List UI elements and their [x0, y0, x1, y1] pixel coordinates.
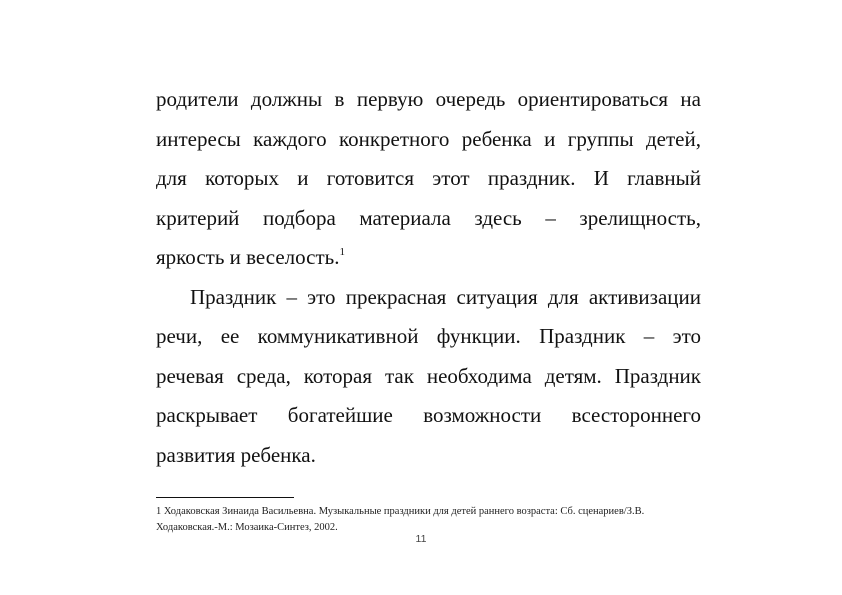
footnote-separator — [156, 497, 294, 498]
paragraph-1-line-5-text: яркость и веселость. — [156, 245, 340, 269]
paragraph-1-line-1: родители должны в первую очередь ориентироваться на — [156, 87, 701, 111]
footnote-line-1: 1 Ходаковская Зинаида Васильевна. Музыкальные праздники для детей раннего возраста: Сб. сценариев/З.В. — [156, 506, 645, 517]
paragraph-2-line-2: речи, ее коммуникативной функции. Праздник – это — [156, 324, 701, 348]
paragraph-2-line-1: Праздник – это прекрасная ситуация для активизации — [190, 284, 701, 309]
footnote-line-2: Ходаковская.-М.: Мозаика-Синтез, 2002. — [156, 522, 338, 533]
body-text — [156, 80, 701, 475]
page-number: 11 — [415, 533, 427, 545]
paragraph-1-line-4: критерий подбора материала здесь – зрелищность, — [156, 205, 701, 230]
footnote — [156, 504, 701, 536]
paragraph-1-line-5 — [156, 238, 701, 278]
paragraph-2-line-5: развития ребенка. — [156, 442, 316, 467]
paragraph-1-line-3: для которых и готовится этот праздник. И главный — [156, 166, 701, 190]
paragraph-2-line-4: раскрывает богатейшие возможности всестороннего — [156, 403, 701, 427]
footnote-reference[interactable]: 1 — [339, 246, 345, 258]
paragraph-2-line-3: речевая среда, которая так необходима детям. Праздник — [156, 363, 701, 388]
paragraph-1-line-2: интересы каждого конкретного ребенка и группы детей, — [156, 126, 701, 151]
